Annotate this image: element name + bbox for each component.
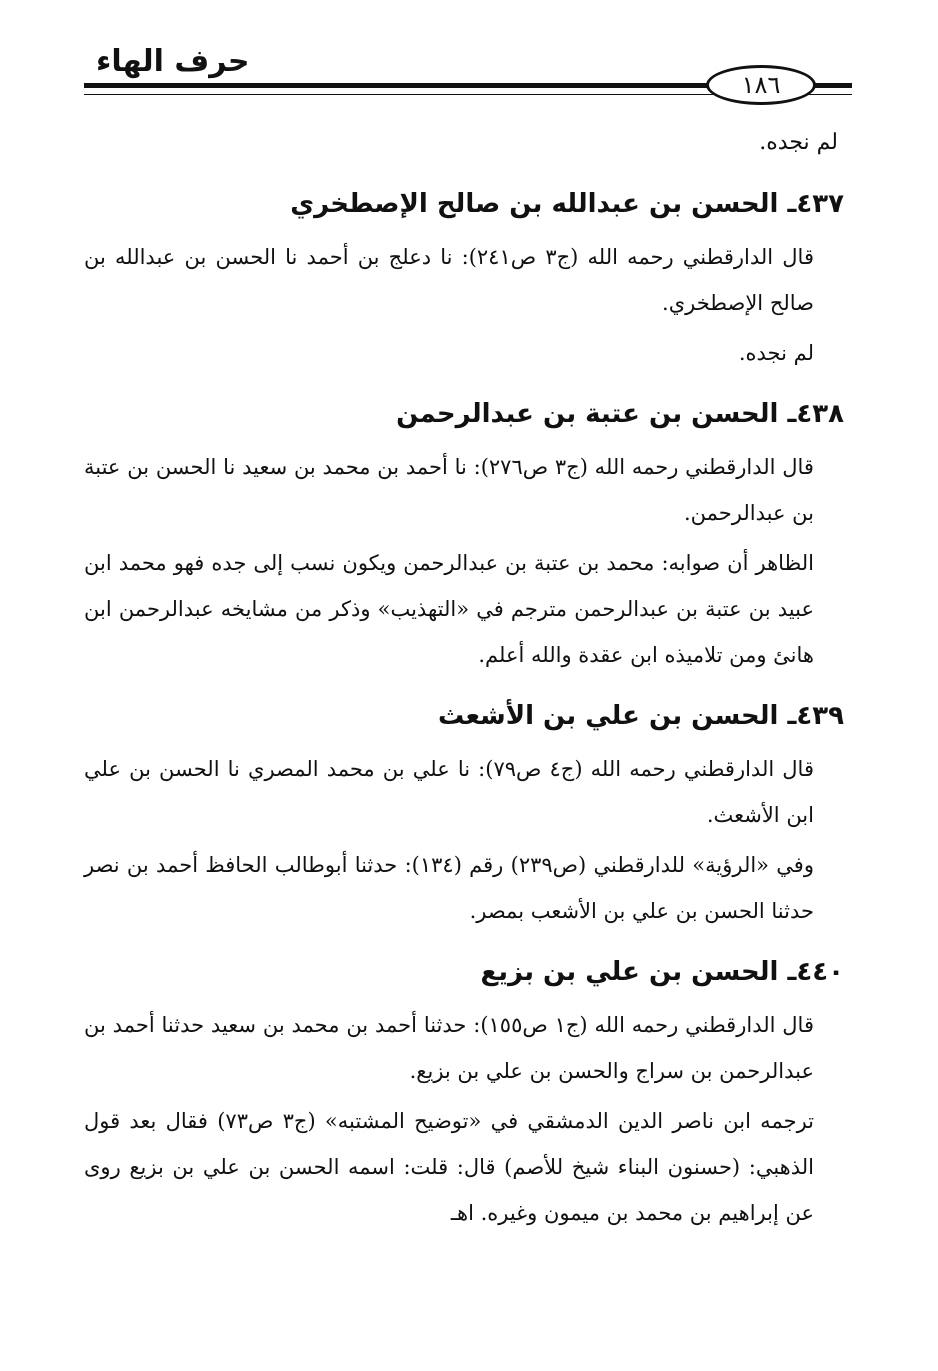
entry-heading: ٤٣٧ـ الحسن بن عبدالله بن صالح الإصطخري bbox=[290, 189, 844, 219]
page-body bbox=[84, 120, 844, 1244]
entry-paragraph: قال الدارقطني رحمه الله (ج٤ ص٧٩): نا علي بن محمد المصري نا الحسن بن علي ابن الأشعث. bbox=[84, 757, 814, 827]
entry-heading: ٤٤٠ـ الحسن بن علي بن بزيع bbox=[480, 957, 844, 987]
opening-line: لم نجده. bbox=[759, 130, 838, 155]
entry-heading: ٤٣٩ـ الحسن بن علي بن الأشعث bbox=[437, 701, 844, 731]
entry-439 bbox=[84, 696, 844, 934]
page-number-oval: ١٨٦ bbox=[706, 65, 816, 105]
entry-paragraph: الظاهر أن صوابه: محمد بن عتبة بن عبدالرحمن ويكون نسب إلى جده فهو محمد ابن عبيد بن عتبة بن عبدالرحمن مترجم في «التهذيب» وذكر من مشايخه عبدالرحمن ابن هانئ ومن تلاميذه ابن عقدة والله أعلم. bbox=[84, 551, 814, 667]
entry-paragraph: ترجمه ابن ناصر الدين الدمشقي في «توضيح المشتبه» (ج٣ ص٧٣) فقال بعد قول الذهبي: (حسنون البناء شيخ للأصم) قال: قلت: اسمه الحسن بن علي بن بزيع روى عن إبراهيم بن محمد بن ميمون وغيره. اهـ bbox=[84, 1109, 814, 1225]
entry-paragraph: قال الدارقطني رحمه الله (ج١ ص١٥٥): حدثنا أحمد بن محمد بن سعيد حدثنا أحمد بن عبدالرحمن بن سراج والحسن بن علي بن بزيع. bbox=[84, 1013, 814, 1083]
running-title: حرف الهاء bbox=[96, 44, 250, 79]
entry-440 bbox=[84, 952, 844, 1236]
entry-paragraph: قال الدارقطني رحمه الله (ج٣ ص٢٧٦): نا أحمد بن محمد بن سعيد نا الحسن بن عتبة بن عبدالرحمن. bbox=[84, 455, 814, 525]
entry-paragraph: لم نجده. bbox=[738, 341, 814, 365]
entry-paragraph: قال الدارقطني رحمه الله (ج٣ ص٢٤١): نا دعلج بن أحمد نا الحسن بن عبدالله بن صالح الإصطخري. bbox=[84, 245, 814, 315]
entry-heading: ٤٣٨ـ الحسن بن عتبة بن عبدالرحمن bbox=[396, 399, 844, 429]
entry-437 bbox=[84, 184, 844, 376]
entry-438 bbox=[84, 394, 844, 678]
entry-paragraph: وفي «الرؤية» للدارقطني (ص٢٣٩) رقم (١٣٤): حدثنا أبوطالب الحافظ أحمد بن نصر حدثنا الحسن بن علي بن الأشعب بمصر. bbox=[84, 853, 814, 923]
